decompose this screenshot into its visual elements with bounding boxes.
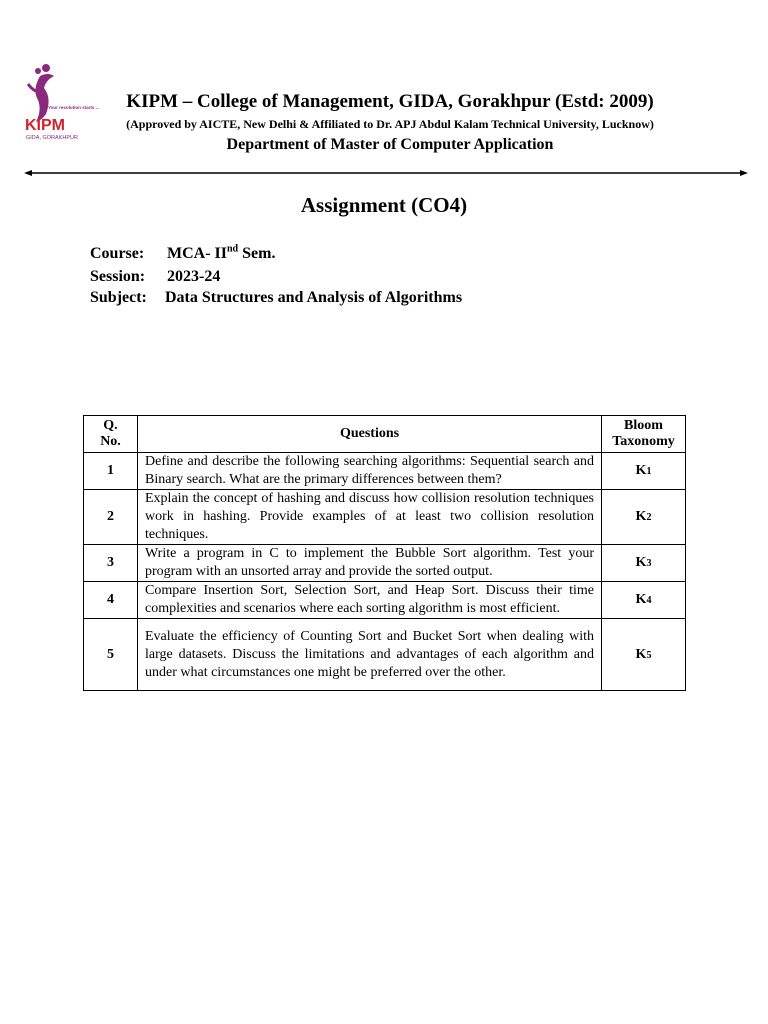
questions-header: Questions [138,416,602,453]
session-value: 2023-24 [167,268,221,285]
course-line [90,245,275,263]
bloom-level: K4 [602,582,686,619]
logo-place: GIDA, GORAKHPUR [26,135,78,141]
bloom-level: K1 [602,453,686,490]
logo-tagline: Your resolution starts ... [48,105,100,110]
bloom-level: K5 [602,619,686,691]
question-number: 5 [84,619,138,691]
subject-line [90,289,462,307]
question-text: Explain the concept of hashing and discuss how collision resolution techniques work in hashing. Provide examples of at least two collision resolution techniques. [138,490,602,545]
question-number: 3 [84,545,138,582]
kipm-logo [24,62,100,142]
table-row [84,582,686,619]
bloom-level: K2 [602,490,686,545]
question-number: 4 [84,582,138,619]
question-number: 2 [84,490,138,545]
course-sup: nd [227,243,239,255]
course-suffix: Sem. [238,245,276,262]
header-divider [24,166,748,178]
subject-label: Subject: [90,289,147,306]
question-text: Write a program in C to implement the Bubble Sort algorithm. Test your program with an unsorted array and provide the sorted output. [138,545,602,582]
table-header-row [84,416,686,453]
table-row [84,619,686,691]
questions-table [83,415,686,691]
table-row [84,490,686,545]
session-label: Session: [90,268,146,285]
question-number: 1 [84,453,138,490]
college-title: KIPM – College of Management, GIDA, Gorakhpur (Estd: 2009) [126,91,654,112]
bloom-level: K3 [602,545,686,582]
table-row [84,545,686,582]
question-text: Define and describe the following searching algorithms: Sequential search and Binary search. What are the primary differences between them? [138,453,602,490]
question-text: Compare Insertion Sort, Selection Sort, and Heap Sort. Discuss their time complexities and scenarios where each sorting algorithm is most efficient. [138,582,602,619]
qno-header: Q. No. [84,416,138,453]
approval-line: (Approved by AICTE, New Delhi & Affiliated to Dr. APJ Abdul Kalam Technical University, Lucknow) [126,117,654,131]
subject-value: Data Structures and Analysis of Algorithms [165,289,463,306]
assignment-title: Assignment (CO4) [300,193,468,217]
bloom-header: Bloom Taxonomy [602,416,686,453]
logo-name: KIPM [25,117,65,134]
course-value: MCA- II [167,245,227,262]
table-row [84,453,686,490]
session-line [90,268,220,286]
department-name: Department of Master of Computer Application [226,136,554,153]
question-text: Evaluate the efficiency of Counting Sort and Bucket Sort when dealing with large datasets. Discuss the limitations and advantages of each algorithm and under what circumstances one might be preferred over the other. [138,619,602,691]
course-label: Course: [90,245,145,262]
